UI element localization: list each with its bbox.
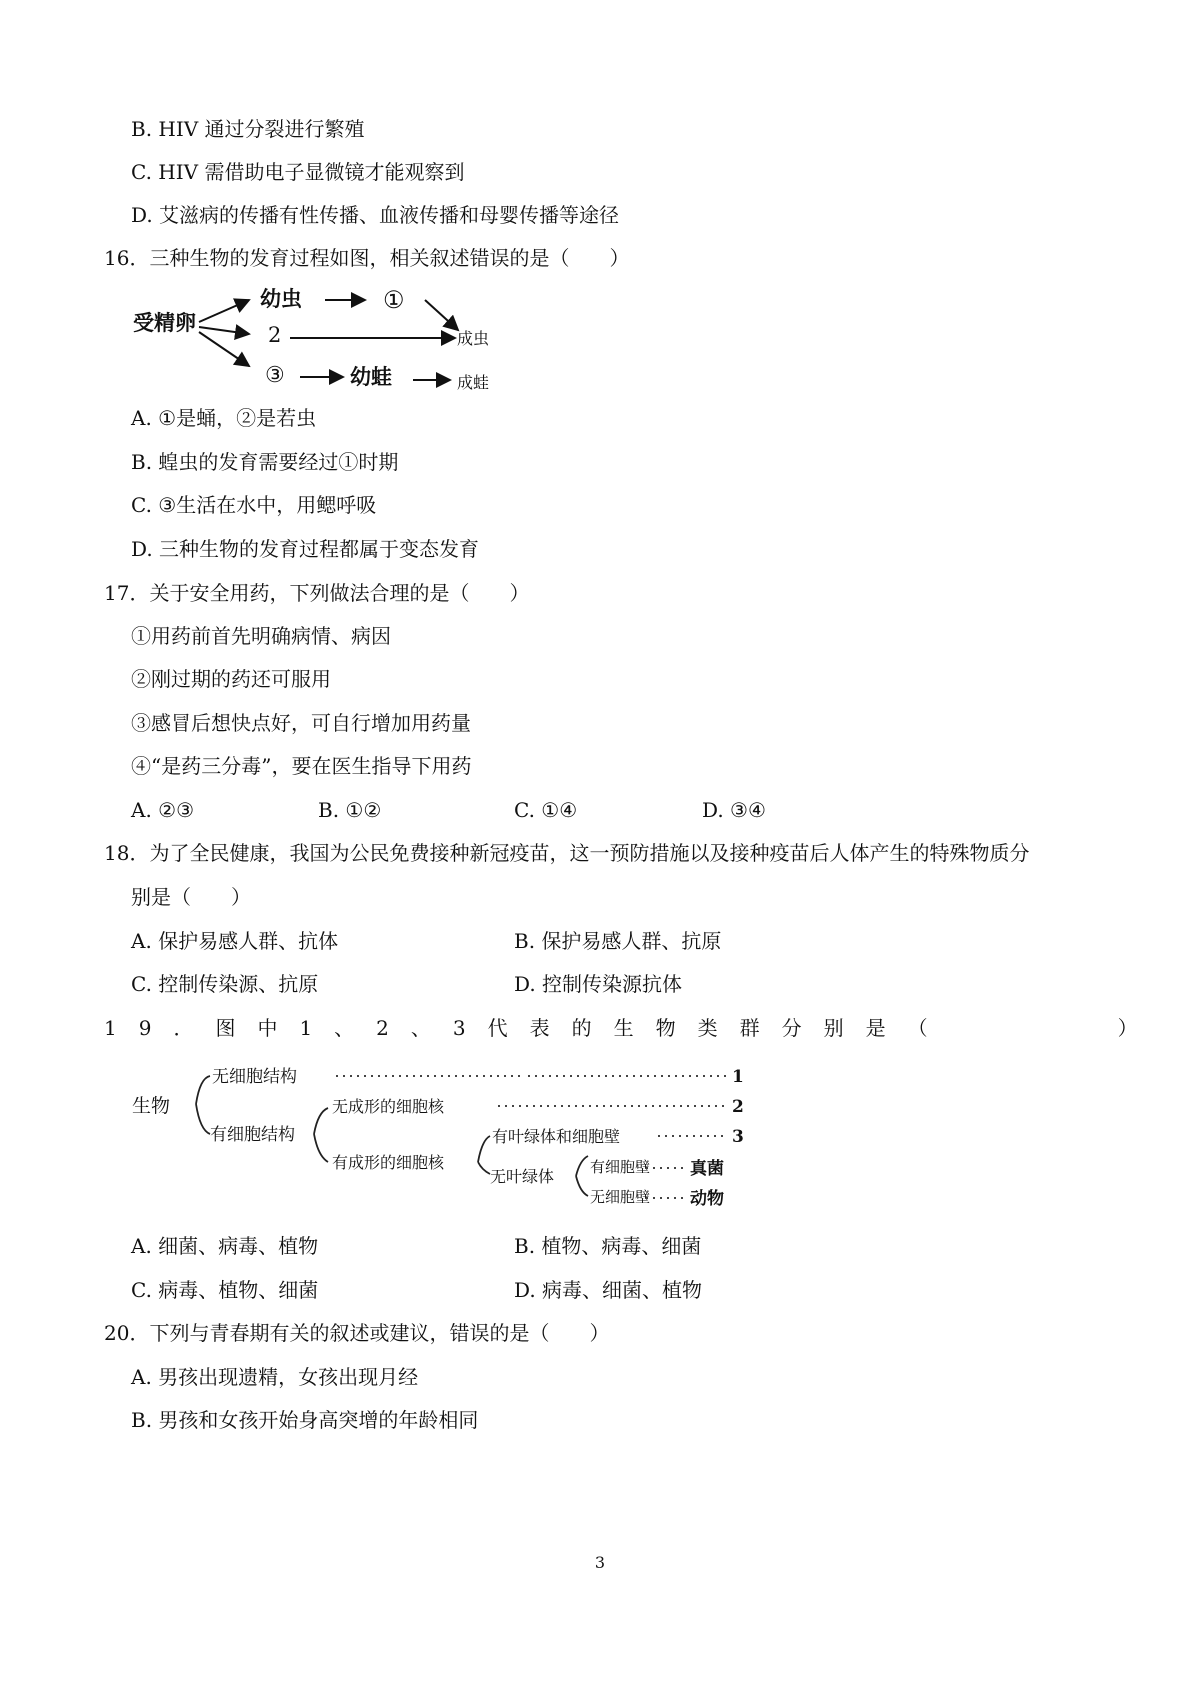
page-number: 3 bbox=[594, 1553, 606, 1572]
q16-stage-3: ③ bbox=[265, 363, 285, 388]
q19-has-cell-structure: 有细胞结构 bbox=[210, 1125, 295, 1145]
q19-no-nucleus: 无成形的细胞核 bbox=[332, 1097, 445, 1116]
q19-chloroplast-and-wall: 有叶绿体和细胞壁 bbox=[492, 1127, 621, 1146]
q18-option-a: A. 保护易感人群、抗体 bbox=[131, 929, 339, 953]
q16-adult-insect: 成虫 bbox=[457, 329, 490, 348]
q17-item-3: ③感冒后想快点好，可自行增加用药量 bbox=[131, 711, 471, 735]
q17-item-1: ①用药前首先明确病情、病因 bbox=[131, 624, 391, 648]
q16-development-diagram bbox=[125, 282, 515, 397]
q19-fungi: 真菌 bbox=[690, 1159, 724, 1179]
q19-no-chloroplast: 无叶绿体 bbox=[490, 1167, 555, 1186]
q15-option-c: C. HIV 需借助电子显微镜才能观察到 bbox=[131, 160, 465, 184]
q16-option-d: D. 三种生物的发育过程都属于变态发育 bbox=[131, 537, 480, 561]
q19-classification-diagram bbox=[128, 1058, 753, 1208]
q18-stem-line-2: 别是（ ） bbox=[131, 885, 251, 909]
q16-larva: 幼虫 bbox=[260, 286, 302, 311]
q17-option-a: A. ②③ bbox=[131, 798, 195, 822]
q19-animals: 动物 bbox=[690, 1189, 724, 1208]
q19-option-c: C. 病毒、植物、细菌 bbox=[131, 1278, 319, 1302]
q16-adult-frog: 成蛙 bbox=[457, 373, 490, 392]
q15-option-b: B. HIV 通过分裂进行繁殖 bbox=[131, 117, 365, 141]
q16-stage-1: ① bbox=[383, 286, 405, 314]
q16-stem: 16．三种生物的发育过程如图，相关叙述错误的是（ ） bbox=[104, 246, 630, 270]
q20-option-a: A. 男孩出现遗精，女孩出现月经 bbox=[131, 1365, 419, 1389]
q19-has-cell-wall: 有细胞壁 bbox=[590, 1158, 651, 1176]
q18-option-b: B. 保护易感人群、抗原 bbox=[514, 929, 722, 953]
q17-option-c: C. ①④ bbox=[514, 798, 578, 822]
q18-option-d: D. 控制传染源抗体 bbox=[514, 972, 683, 996]
q19-label-2: 2 bbox=[732, 1097, 744, 1117]
q16-fertilized-egg: 受精卵 bbox=[133, 310, 196, 335]
q16-tadpole-frog: 幼蛙 bbox=[350, 364, 392, 389]
q16-option-b: B. 蝗虫的发育需要经过①时期 bbox=[131, 450, 399, 474]
q17-stem: 17．关于安全用药，下列做法合理的是（ ） bbox=[104, 581, 530, 605]
q19-stem: 19．图中1、2、3代表的生物类群分别是（ ） bbox=[104, 1016, 1160, 1040]
q18-stem-line-1: 18．为了全民健康，我国为公民免费接种新冠疫苗，这一预防措施以及接种疫苗后人体产生的特殊物质分 bbox=[104, 841, 1030, 865]
q17-item-4: ④“是药三分毒”，要在医生指导下用药 bbox=[131, 754, 472, 778]
q20-option-b: B. 男孩和女孩开始身高突增的年龄相同 bbox=[131, 1408, 479, 1432]
q19-option-b: B. 植物、病毒、细菌 bbox=[514, 1234, 702, 1258]
q19-option-a: A. 细菌、病毒、植物 bbox=[131, 1234, 319, 1258]
q16-option-a: A. ①是蛹，②是若虫 bbox=[131, 406, 317, 430]
q17-option-d: D. ③④ bbox=[702, 798, 766, 822]
q20-stem: 20．下列与青春期有关的叙述或建议，错误的是（ ） bbox=[104, 1321, 610, 1345]
q16-stage-2: 2 bbox=[268, 323, 282, 347]
q17-item-2: ②刚过期的药还可服用 bbox=[131, 667, 331, 691]
q17-option-b: B. ①② bbox=[318, 798, 382, 822]
q19-option-d: D. 病毒、细菌、植物 bbox=[514, 1278, 703, 1302]
q19-root-organisms: 生物 bbox=[132, 1095, 171, 1117]
q19-has-nucleus: 有成形的细胞核 bbox=[332, 1153, 445, 1172]
q16-option-c: C. ③生活在水中，用鳃呼吸 bbox=[131, 493, 377, 517]
q19-no-cell-structure: 无细胞结构 bbox=[212, 1067, 297, 1087]
q19-no-cell-wall: 无细胞壁 bbox=[590, 1188, 651, 1206]
q18-option-c: C. 控制传染源、抗原 bbox=[131, 972, 319, 996]
q15-option-d: D. 艾滋病的传播有性传播、血液传播和母婴传播等途径 bbox=[131, 203, 620, 227]
q19-label-3: 3 bbox=[732, 1127, 744, 1147]
q19-label-1: 1 bbox=[732, 1067, 744, 1087]
